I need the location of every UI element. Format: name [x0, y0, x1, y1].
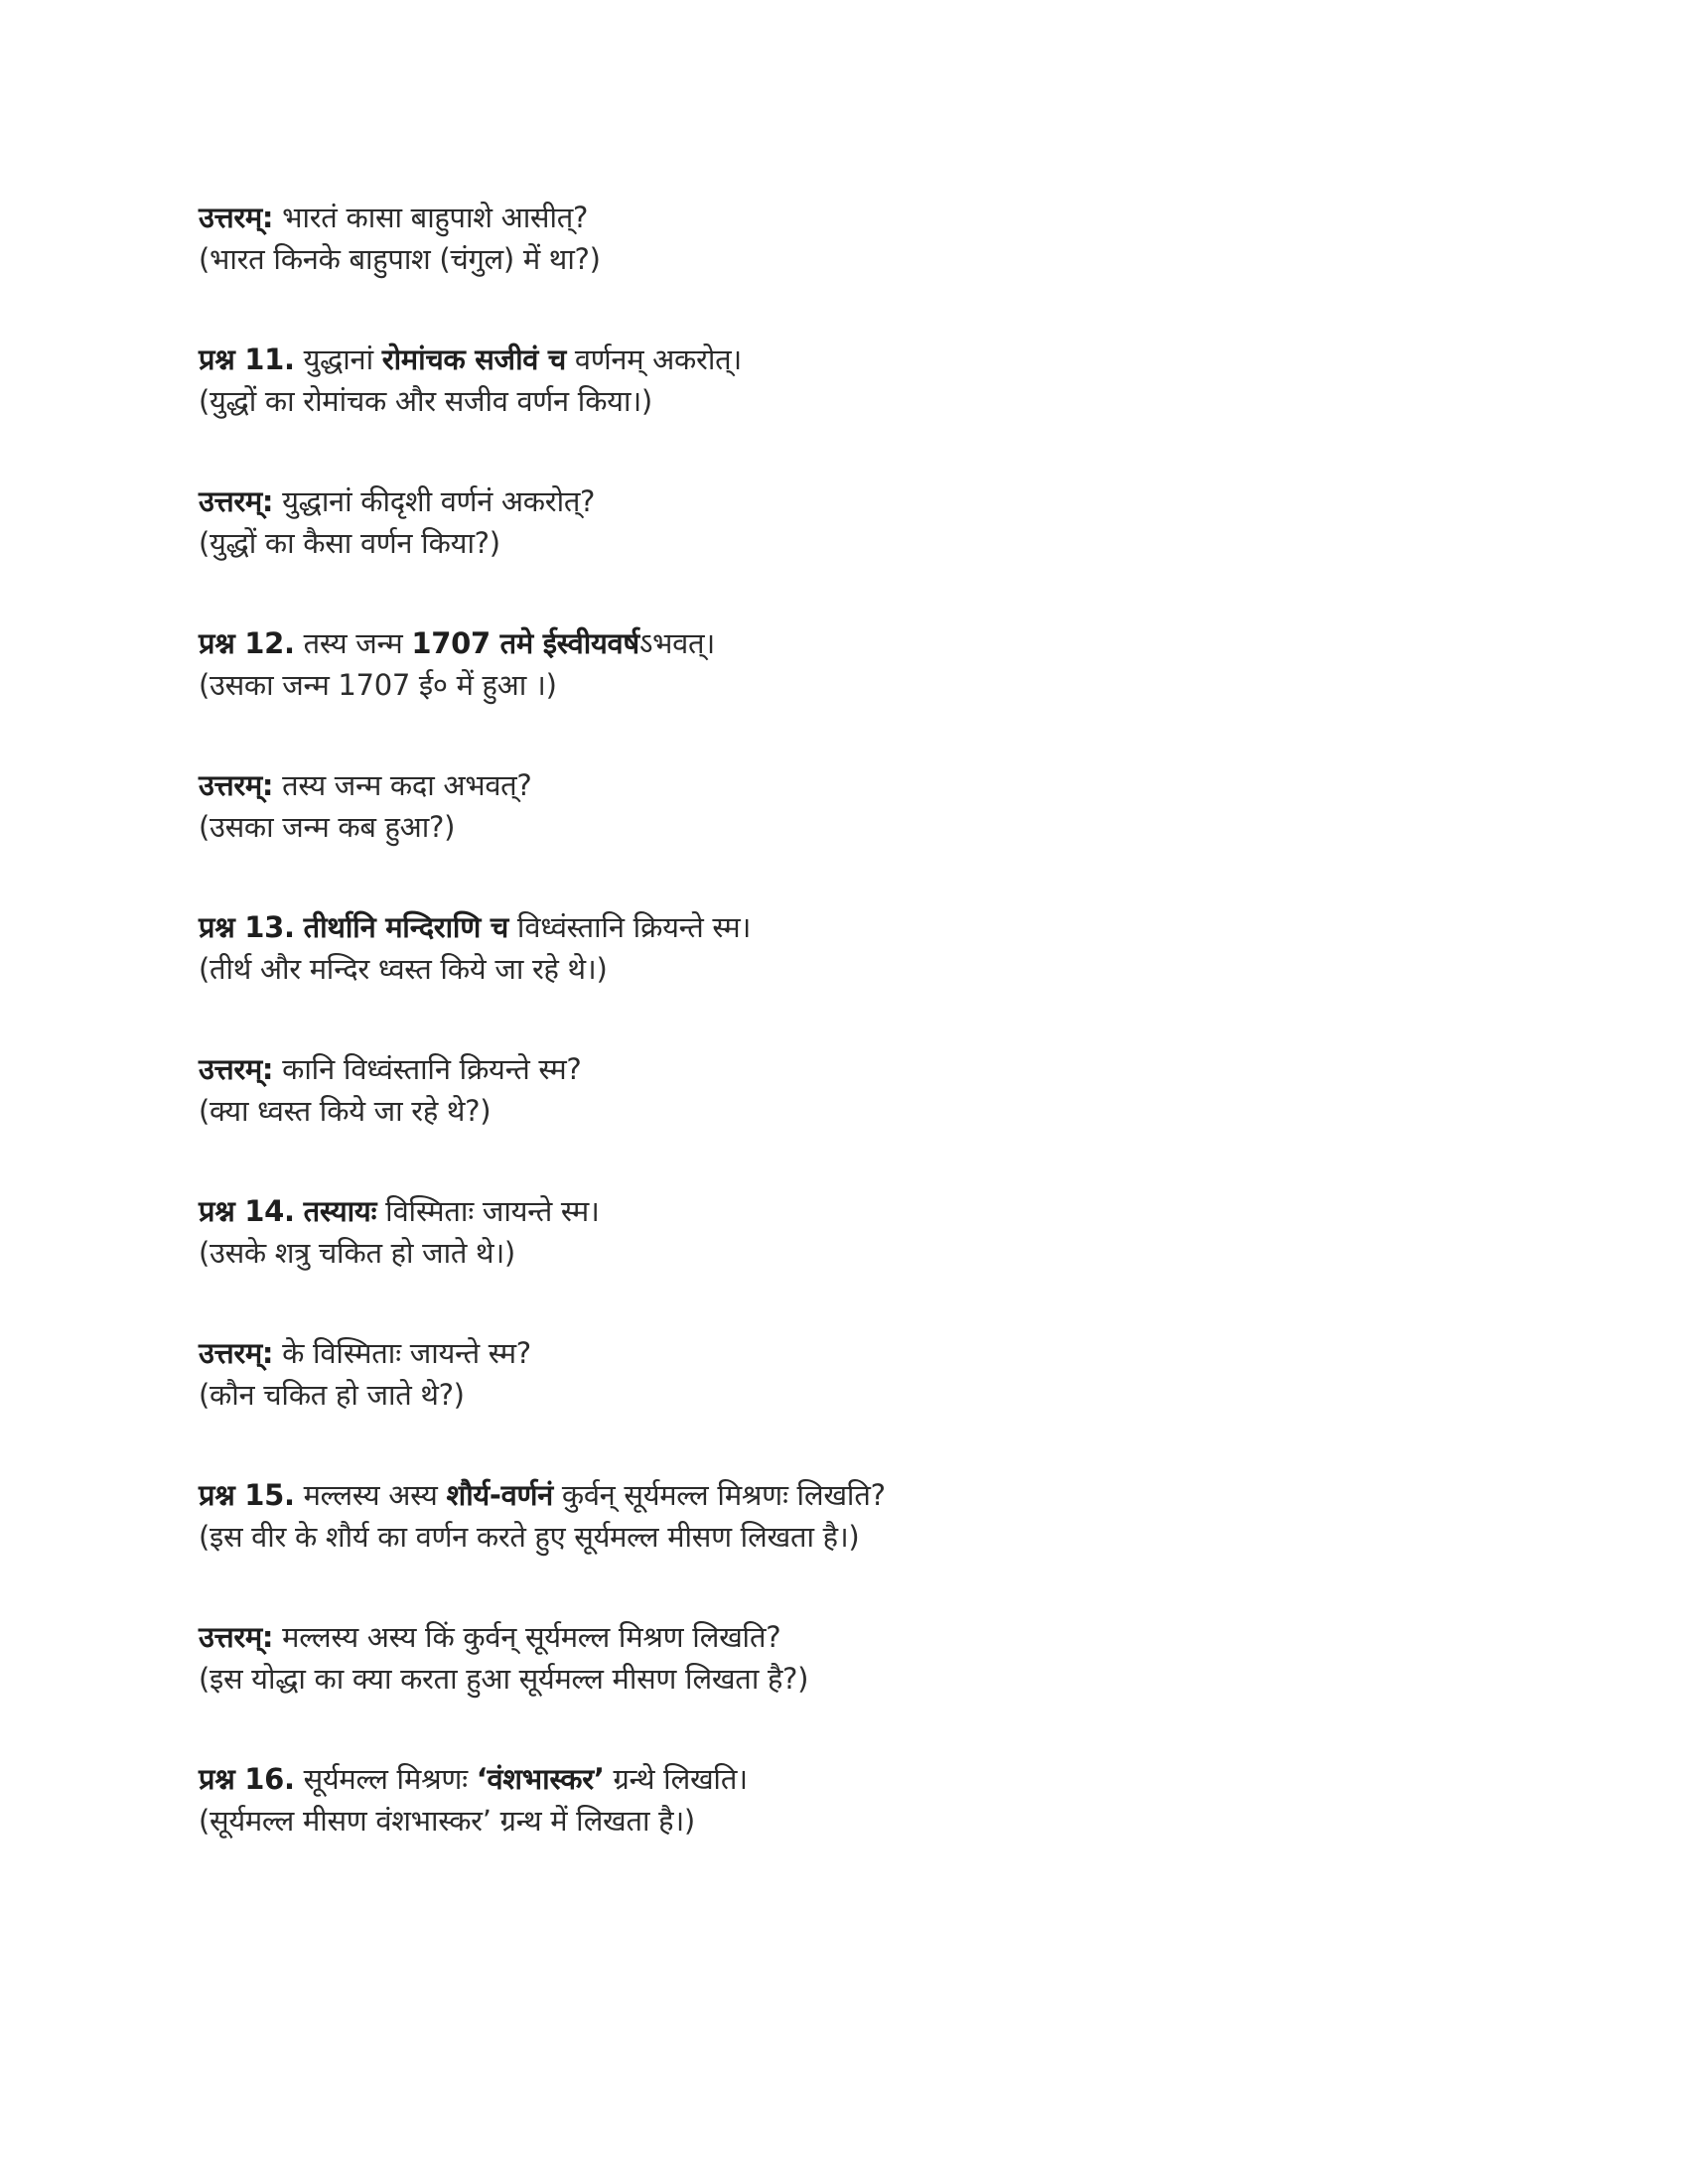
answer-block	[199, 480, 1489, 622]
sanskrit-line	[199, 480, 1489, 522]
sanskrit-line	[199, 906, 1489, 948]
sanskrit-line	[199, 1616, 1489, 1658]
sanskrit-text: भारतं कासा बाहुपाशे आसीत्?	[273, 201, 589, 234]
answer-label: उत्तरम्:	[199, 1336, 274, 1370]
sanskrit-text: तस्य जन्म	[294, 626, 412, 660]
highlighted-phrase: ‘वंशभास्कर’	[476, 1762, 605, 1796]
sanskrit-text: सूर्यमल्ल मिश्रणः	[294, 1762, 477, 1796]
hindi-translation: (उसका जन्म कब हुआ?)	[199, 810, 456, 844]
sanskrit-text: तस्य जन्म कदा अभवत्?	[273, 768, 532, 802]
hindi-translation: (सूर्यमल्ल मीसण वंशभास्कर’ ग्रन्थ में लिखता है।)	[199, 1804, 695, 1838]
sanskrit-text: युद्धानां कीदृशी वर्णनं अकरोत्?	[273, 484, 596, 518]
hindi-translation: (तीर्थ और मन्दिर ध्वस्त किये जा रहे थे।)	[199, 952, 608, 986]
question-block	[199, 1190, 1489, 1332]
highlighted-phrase: रोमांचक सजीवं च	[381, 342, 567, 376]
question-block	[199, 339, 1489, 480]
answer-block	[199, 1616, 1489, 1758]
question-block	[199, 622, 1489, 764]
answer-label: उत्तरम्:	[199, 1620, 274, 1654]
sanskrit-text	[295, 910, 304, 944]
answer-label: उत्तरम्:	[199, 201, 274, 234]
hindi-translation: (युद्धों का कैसा वर्णन किया?)	[199, 526, 500, 560]
question-block	[199, 906, 1489, 1048]
answer-block	[199, 197, 1489, 339]
document-page	[199, 197, 1489, 1900]
answer-label: उत्तरम्:	[199, 1052, 274, 1086]
sanskrit-text: युद्धानां	[294, 342, 382, 376]
question-label: प्रश्न 16.	[199, 1762, 295, 1796]
hindi-translation: (उसका जन्म 1707 ई० में हुआ ।)	[199, 668, 557, 702]
answer-block	[199, 764, 1489, 906]
sanskrit-line	[199, 1474, 1489, 1516]
sanskrit-text: ऽभवत्।	[638, 626, 715, 660]
sanskrit-text: वर्णनम् अकरोत्।	[566, 342, 743, 376]
question-label: प्रश्न 15.	[199, 1478, 295, 1512]
sanskrit-line	[199, 1758, 1489, 1800]
question-block	[199, 1474, 1489, 1616]
sanskrit-line	[199, 197, 1489, 238]
sanskrit-text: मल्लस्य अस्य	[294, 1478, 447, 1512]
sanskrit-text: विध्वंस्तानि क्रियन्ते स्म।	[507, 910, 752, 944]
sanskrit-text: के विस्मिताः जायन्ते स्म?	[273, 1336, 531, 1370]
question-label: प्रश्न 11.	[199, 342, 295, 376]
sanskrit-text: विस्मिताः जायन्ते स्म।	[376, 1194, 600, 1228]
sanskrit-text	[295, 1194, 304, 1228]
sanskrit-line	[199, 622, 1489, 664]
hindi-translation: (इस वीर के शौर्य का वर्णन करते हुए सूर्यमल्ल मीसण लिखता है।)	[199, 1520, 860, 1554]
sanskrit-text: कुर्वन् सूर्यमल्ल मिश्रणः लिखति?	[552, 1478, 886, 1512]
question-label: प्रश्न 13.	[199, 910, 295, 944]
hindi-translation: (भारत किनके बाहुपाश (चंगुल) में था?)	[199, 242, 601, 276]
sanskrit-line	[199, 1332, 1489, 1374]
hindi-translation: (उसके शत्रु चकित हो जाते थे।)	[199, 1236, 515, 1270]
sanskrit-line	[199, 339, 1489, 380]
answer-label: उत्तरम्:	[199, 768, 274, 802]
sanskrit-line	[199, 1048, 1489, 1090]
sanskrit-line	[199, 1190, 1489, 1232]
answer-block	[199, 1332, 1489, 1474]
question-label: प्रश्न 14.	[199, 1194, 295, 1228]
hindi-translation: (कौन चकित हो जाते थे?)	[199, 1378, 465, 1412]
highlighted-phrase: तस्यायः	[303, 1194, 377, 1228]
sanskrit-text: कानि विध्वंस्तानि क्रियन्ते स्म?	[273, 1052, 582, 1086]
sanskrit-text: ग्रन्थे लिखति।	[604, 1762, 748, 1796]
highlighted-phrase: शौर्य-वर्णनं	[446, 1478, 553, 1512]
answer-label: उत्तरम्:	[199, 484, 274, 518]
highlighted-phrase: 1707 तमे ईस्वीयवर्ष	[411, 626, 639, 660]
sanskrit-line	[199, 764, 1489, 806]
hindi-translation: (इस योद्धा का क्या करता हुआ सूर्यमल्ल मीसण लिखता है?)	[199, 1662, 809, 1696]
highlighted-phrase: तीर्थानि मन्दिराणि च	[303, 910, 508, 944]
question-block	[199, 1758, 1489, 1900]
answer-block	[199, 1048, 1489, 1190]
hindi-translation: (क्या ध्वस्त किये जा रहे थे?)	[199, 1094, 492, 1128]
sanskrit-text: मल्लस्य अस्य किं कुर्वन् सूर्यमल्ल मिश्रण लिखति?	[273, 1620, 781, 1654]
hindi-translation: (युद्धों का रोमांचक और सजीव वर्णन किया।)	[199, 384, 652, 418]
question-label: प्रश्न 12.	[199, 626, 295, 660]
